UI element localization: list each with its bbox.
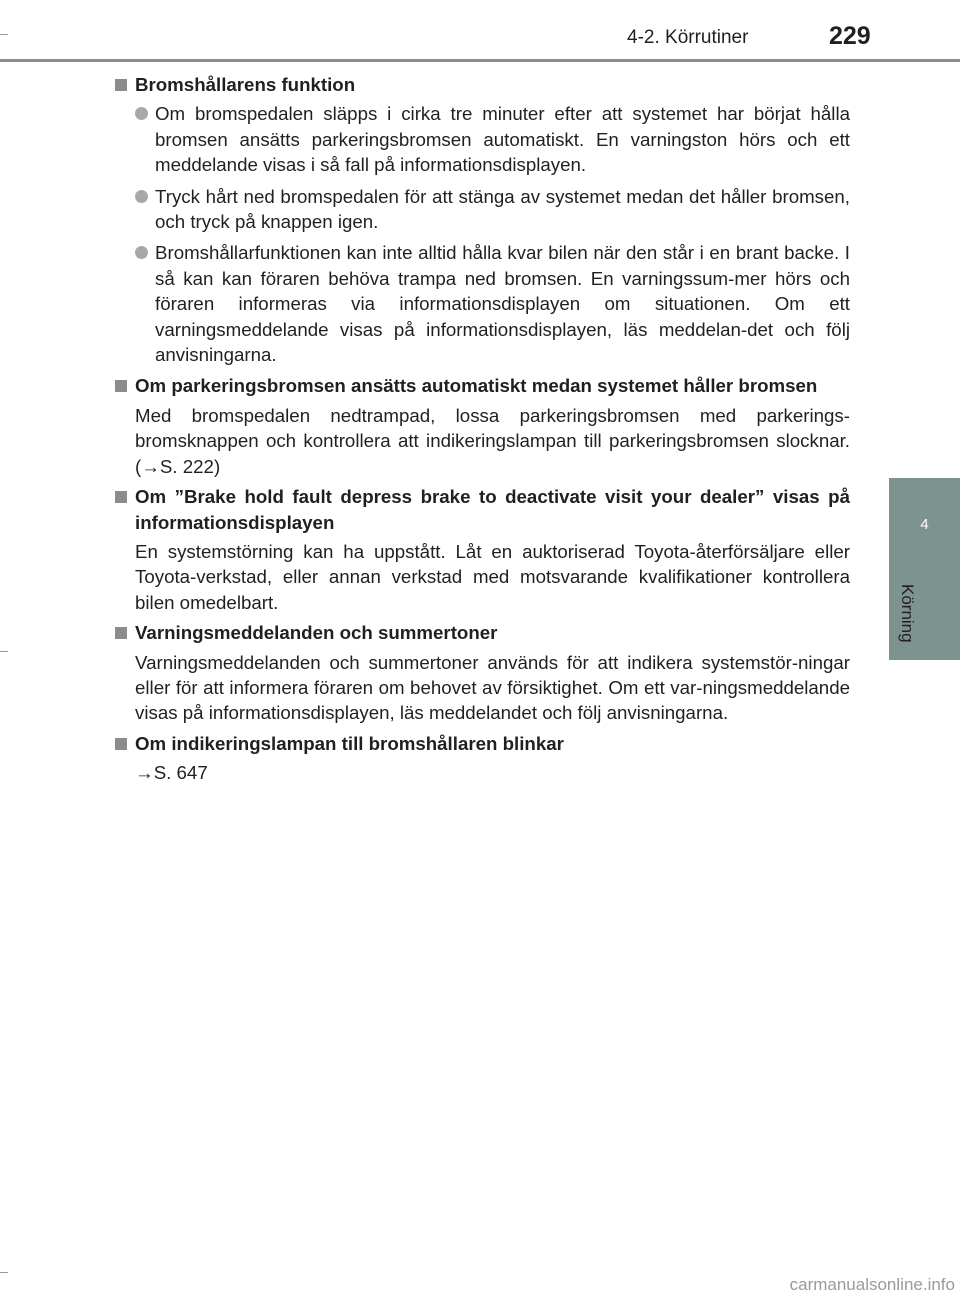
list-item — [135, 101, 850, 177]
section-title: Om indikeringslampan till bromshållaren blinkar — [135, 732, 564, 754]
list-item — [135, 240, 850, 367]
page-number: 229 — [829, 22, 871, 50]
list-item — [135, 184, 850, 235]
header-divider — [0, 59, 960, 62]
section-title: Varningsmeddelanden och summertoner — [135, 622, 498, 644]
crop-mark — [0, 651, 8, 652]
section-title: Bromshållarens funktion — [135, 74, 356, 95]
page-content — [115, 72, 850, 791]
section-body: Varningsmeddelanden och summertoner används för att indikera systemstör-ningar eller för att informera föraren om behovet av försiktighet. Om ett var-ningsmeddelande visas på informationsdisplayen, läs meddelandet och följ anvisningarna. — [135, 651, 850, 724]
crop-mark — [0, 1272, 8, 1273]
circle-bullet-icon — [135, 246, 148, 259]
section-title: Om ”Brake hold fault depress brake to deactivate visit your dealer” visas på informationsdisplayen — [135, 486, 850, 533]
section-brake-hold-function — [115, 72, 850, 367]
section-warning-messages — [115, 620, 850, 726]
section-body: Med bromspedalen nedtrampad, lossa parkeringsbromsen med parkerings-bromsknappen och kontrollera att indikeringslampan till parkeringsbromsen slocknar. (→S. 222) — [135, 404, 850, 477]
section-parking-brake-auto — [115, 373, 850, 479]
chapter-tab-label: Körning — [898, 584, 917, 643]
list-item-text: Bromshållarfunktionen kan inte alltid hålla kvar bilen när den står i en brant backe. I så kan kan föraren behöva trampa ned bromsen. En varningssum-mer hörs och föraren informeras via informationsdisplayen om situationen. Om ett varningsmeddelande visas på informationsdisplayen, läs meddelan-det och följ anvisningarna. — [155, 242, 850, 366]
crop-mark — [0, 34, 8, 35]
section-body: En systemstörning kan ha uppstått. Låt en auktoriserad Toyota-återförsäljare eller Toyota-verkstad, eller annan verkstad med motsvarande kvalifikationer kontrollera bilen omedelbart. — [135, 540, 850, 613]
circle-bullet-icon — [135, 107, 148, 120]
list-item-text: Tryck hårt ned bromspedalen för att stänga av systemet medan det håller bromsen, och tryck på knappen igen. — [155, 185, 850, 233]
square-bullet-icon — [115, 627, 127, 639]
square-bullet-icon — [115, 491, 127, 503]
square-bullet-icon — [115, 79, 127, 91]
square-bullet-icon — [115, 380, 127, 392]
header-section-title: 4-2. Körrutiner — [627, 27, 749, 48]
section-title: Om parkeringsbromsen ansätts automatiskt medan systemet håller bromsen — [135, 375, 818, 397]
page-reference-link[interactable]: →S. 647 — [135, 762, 208, 784]
section-indicator-blinks — [115, 731, 850, 786]
circle-bullet-icon — [135, 190, 148, 203]
watermark: carmanualsonline.info — [789, 1275, 955, 1294]
square-bullet-icon — [115, 738, 127, 750]
chapter-tab-number: 4 — [920, 516, 929, 533]
list-item-text: Om bromspedalen släpps i cirka tre minuter efter att systemet har börjat hålla bromsen ansätts parkeringsbromsen automatiskt. En varningston hörs och ett meddelande visas i så fall på informationsdisplayen. — [155, 103, 850, 176]
section-brake-hold-fault — [115, 484, 850, 615]
